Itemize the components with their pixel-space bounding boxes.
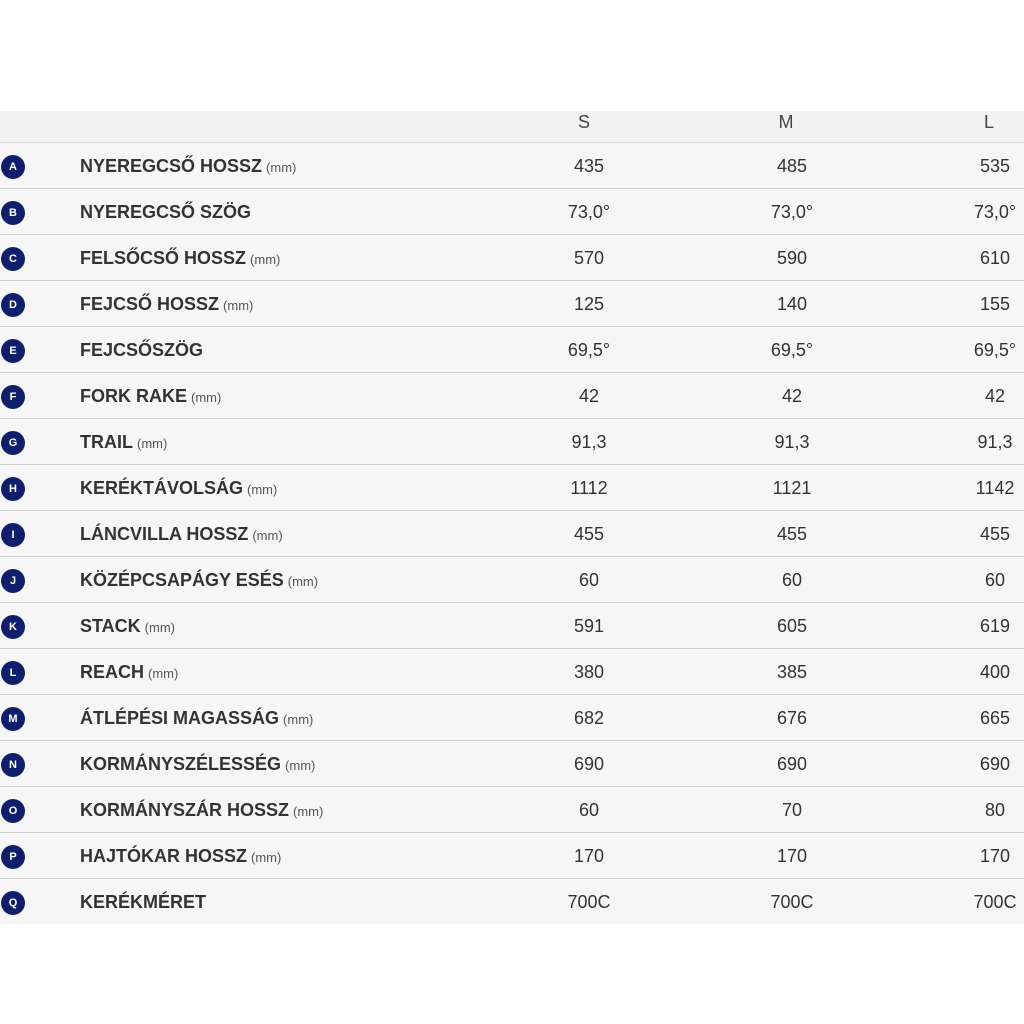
table-header — [0, 111, 1024, 143]
measurement-unit: (mm) — [247, 482, 278, 497]
size-header-l: L — [983, 112, 995, 132]
value-cell-s: 42 — [578, 386, 600, 406]
measurement-letter-badge: G — [1, 431, 25, 455]
value-cell-s: 435 — [573, 156, 605, 176]
measurement-label-text: KERÉKMÉRET — [80, 892, 207, 912]
measurement-label — [80, 293, 253, 317]
measurement-letter-badge: N — [1, 753, 25, 777]
value-cell-l: 80 — [984, 800, 1006, 820]
value-cell-l: 69,5° — [973, 340, 1017, 360]
measurement-label-text: NYEREGCSŐ SZÖG — [80, 202, 252, 222]
measurement-label-text: KORMÁNYSZÁR HOSSZ — [80, 800, 290, 820]
table-row — [0, 281, 1024, 327]
table-row — [0, 235, 1024, 281]
measurement-label-text: REACH — [80, 662, 145, 682]
value-cell-l: 155 — [979, 294, 1011, 314]
value-cell-l: 690 — [979, 754, 1011, 774]
measurement-label-text: FELSŐCSŐ HOSSZ — [80, 248, 247, 268]
measurement-label-text: FORK RAKE — [80, 386, 187, 406]
value-cell-m: 385 — [776, 662, 808, 682]
measurement-label — [80, 661, 178, 685]
value-cell-s: 690 — [573, 754, 605, 774]
value-cell-m: 676 — [776, 708, 808, 728]
value-cell-m: 140 — [776, 294, 808, 314]
value-cell-l: 170 — [979, 846, 1011, 866]
value-cell-m: 485 — [776, 156, 808, 176]
value-cell-s: 682 — [573, 708, 605, 728]
table-row — [0, 833, 1024, 879]
value-cell-l: 73,0° — [973, 202, 1017, 222]
measurement-letter-badge: J — [1, 569, 25, 593]
measurement-unit: (mm) — [250, 252, 281, 267]
table-row — [0, 787, 1024, 833]
value-cell-s: 455 — [573, 524, 605, 544]
table-row — [0, 327, 1024, 373]
measurement-letter-badge: H — [1, 477, 25, 501]
value-cell-m: 700C — [770, 892, 814, 912]
measurement-label — [80, 247, 280, 271]
table-body — [0, 143, 1024, 924]
measurement-unit: (mm) — [251, 850, 282, 865]
table-row — [0, 373, 1024, 419]
table-row — [0, 419, 1024, 465]
size-header-m: M — [778, 112, 794, 132]
measurement-letter-badge: F — [1, 385, 25, 409]
measurement-unit: (mm) — [137, 436, 168, 451]
measurement-unit: (mm) — [191, 390, 222, 405]
table-row — [0, 511, 1024, 557]
measurement-unit: (mm) — [148, 666, 179, 681]
value-cell-l: 619 — [979, 616, 1011, 636]
measurement-label-text: KORMÁNYSZÉLESSÉG — [80, 754, 282, 774]
measurement-label — [80, 707, 313, 731]
measurement-label-text: NYEREGCSŐ HOSSZ — [80, 156, 263, 176]
measurement-label — [80, 799, 323, 823]
geometry-table — [0, 111, 1024, 924]
measurement-unit: (mm) — [283, 712, 314, 727]
measurement-letter-badge: K — [1, 615, 25, 639]
measurement-letter-badge: D — [1, 293, 25, 317]
table-row — [0, 465, 1024, 511]
value-cell-m: 455 — [776, 524, 808, 544]
value-cell-m: 73,0° — [770, 202, 814, 222]
measurement-label — [80, 385, 221, 409]
value-cell-s: 91,3 — [571, 432, 607, 452]
value-cell-l: 700C — [973, 892, 1017, 912]
value-cell-l: 610 — [979, 248, 1011, 268]
measurement-letter-badge: A — [1, 155, 25, 179]
measurement-letter-badge: C — [1, 247, 25, 271]
value-cell-l: 91,3 — [977, 432, 1013, 452]
value-cell-m: 91,3 — [774, 432, 810, 452]
measurement-label — [80, 845, 281, 869]
value-cell-l: 665 — [979, 708, 1011, 728]
value-cell-m: 42 — [781, 386, 803, 406]
value-cell-m: 170 — [776, 846, 808, 866]
value-cell-l: 455 — [979, 524, 1011, 544]
value-cell-m: 590 — [776, 248, 808, 268]
measurement-unit: (mm) — [266, 160, 297, 175]
measurement-label — [80, 891, 206, 913]
measurement-letter-badge: M — [1, 707, 25, 731]
table-row — [0, 557, 1024, 603]
measurement-label — [80, 615, 175, 639]
value-cell-m: 69,5° — [770, 340, 814, 360]
value-cell-l: 400 — [979, 662, 1011, 682]
measurement-label — [80, 339, 203, 361]
value-cell-s: 380 — [573, 662, 605, 682]
measurement-letter-badge: Q — [1, 891, 25, 915]
measurement-label — [80, 477, 277, 501]
value-cell-s: 73,0° — [567, 202, 611, 222]
measurement-letter-badge: O — [1, 799, 25, 823]
measurement-label-text: KERÉKTÁVOLSÁG — [80, 478, 244, 498]
table-row — [0, 879, 1024, 924]
measurement-unit: (mm) — [252, 528, 283, 543]
table-row — [0, 741, 1024, 787]
measurement-letter-badge: B — [1, 201, 25, 225]
value-cell-s: 591 — [573, 616, 605, 636]
value-cell-s: 60 — [578, 570, 600, 590]
value-cell-l: 535 — [979, 156, 1011, 176]
value-cell-m: 1121 — [772, 478, 812, 498]
value-cell-s: 170 — [573, 846, 605, 866]
measurement-label-text: FEJCSŐSZÖG — [80, 340, 204, 360]
value-cell-m: 690 — [776, 754, 808, 774]
table-row — [0, 603, 1024, 649]
measurement-label-text: KÖZÉPCSAPÁGY ESÉS — [80, 570, 284, 590]
value-cell-s: 1112 — [570, 478, 608, 498]
value-cell-s: 570 — [573, 248, 605, 268]
value-cell-l: 42 — [984, 386, 1006, 406]
measurement-unit: (mm) — [285, 758, 316, 773]
measurement-label-text: LÁNCVILLA HOSSZ — [80, 524, 249, 544]
measurement-label — [80, 155, 296, 179]
value-cell-s: 700C — [567, 892, 611, 912]
measurement-letter-badge: E — [1, 339, 25, 363]
measurement-letter-badge: I — [1, 523, 25, 547]
measurement-label — [80, 201, 251, 223]
measurement-label — [80, 753, 315, 777]
value-cell-m: 60 — [781, 570, 803, 590]
measurement-unit: (mm) — [223, 298, 254, 313]
measurement-letter-badge: L — [1, 661, 25, 685]
value-cell-m: 605 — [776, 616, 808, 636]
measurement-unit: (mm) — [144, 620, 175, 635]
measurement-label-text: ÁTLÉPÉSI MAGASSÁG — [80, 708, 280, 728]
table-row — [0, 189, 1024, 235]
measurement-label-text: STACK — [80, 616, 141, 636]
table-row — [0, 695, 1024, 741]
table-row — [0, 143, 1024, 189]
measurement-letter-badge: P — [1, 845, 25, 869]
table-row — [0, 649, 1024, 695]
value-cell-s: 125 — [573, 294, 605, 314]
value-cell-m: 70 — [781, 800, 803, 820]
measurement-label-text: FEJCSŐ HOSSZ — [80, 294, 220, 314]
size-header-s: S — [577, 112, 591, 132]
measurement-label — [80, 569, 318, 593]
measurement-unit: (mm) — [293, 804, 324, 819]
measurement-unit: (mm) — [287, 574, 319, 589]
measurement-label-text: TRAIL — [80, 432, 133, 452]
value-cell-s: 69,5° — [567, 340, 611, 360]
measurement-label — [80, 431, 167, 455]
value-cell-s: 60 — [578, 800, 600, 820]
value-cell-l: 1142 — [975, 478, 1015, 498]
measurement-label — [80, 523, 283, 547]
value-cell-l: 60 — [984, 570, 1006, 590]
measurement-label-text: HAJTÓKAR HOSSZ — [80, 846, 248, 866]
